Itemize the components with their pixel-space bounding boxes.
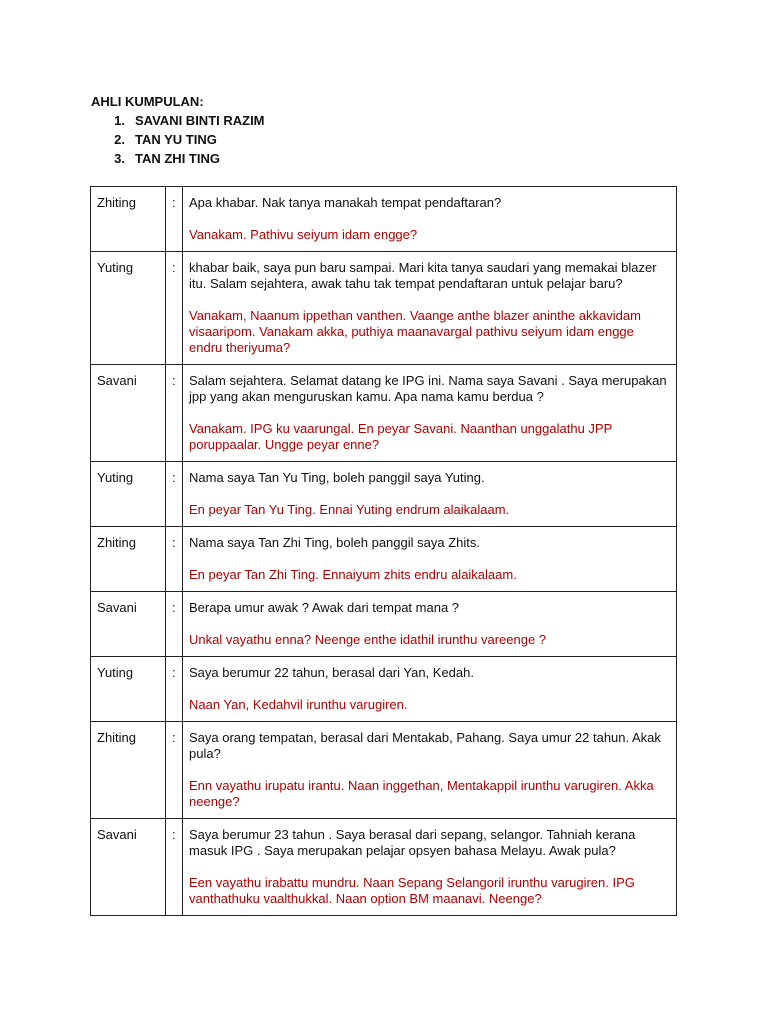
speaker-name: Yuting [91,462,166,527]
dialog-row [91,187,677,252]
tamil-translation: Unkal vayathu enna? Neenge enthe idathil irunthu vareenge ? [189,632,547,647]
member-name: TAN ZHI TING [135,151,220,166]
separator: : [166,252,183,365]
member-number: 3. [114,151,125,166]
tamil-translation: Enn vayathu irupatu irantu. Naan inggethan, Mentakappil irunthu varugiren. Akka neenge? [189,778,654,809]
dialog-lines [183,187,677,252]
dialog-lines [183,462,677,527]
dialog-row [91,657,677,722]
member-list [91,111,265,168]
dialog-row [91,462,677,527]
malay-line: Nama saya Tan Zhi Ting, boleh panggil saya Zhits. [189,535,480,550]
tamil-translation: En peyar Tan Yu Ting. Ennai Yuting endrum alaikalaam. [189,502,510,517]
dialog-lines [183,722,677,819]
speaker-name: Zhiting [91,722,166,819]
tamil-translation: Naan Yan, Kedahvil irunthu varugiren. [189,697,408,712]
member-item [91,111,265,130]
dialog-row [91,252,677,365]
dialog-row [91,527,677,592]
dialog-body [91,187,677,916]
dialog-row [91,819,677,916]
member-number: 2. [114,132,125,147]
tamil-translation: Vanakam, Naanum ippethan vanthen. Vaange anthe blazer aninthe akkavidam visaaripom. Vanakam akka, puthiya maanavargal pathivu seiyum idam engge endru theriyuma? [189,308,641,355]
malay-line: Nama saya Tan Yu Ting, boleh panggil saya Yuting. [189,470,485,485]
malay-line: Saya berumur 22 tahun, berasal dari Yan, Kedah. [189,665,474,680]
speaker-name: Zhiting [91,527,166,592]
member-number: 1. [114,113,125,128]
separator: : [166,462,183,527]
dialog-lines [183,819,677,916]
dialog-lines [183,527,677,592]
separator: : [166,592,183,657]
tamil-translation: Vanakam. IPG ku vaarungal. En peyar Savani. Naanthan unggalathu JPP poruppaalar. Ungge peyar enne? [189,421,613,452]
malay-line: Saya orang tempatan, berasal dari Mentakab, Pahang. Saya umur 22 tahun. Akak pula? [189,730,661,761]
member-name: SAVANI BINTI RAZIM [135,113,265,128]
member-item [91,130,265,149]
speaker-name: Zhiting [91,187,166,252]
speaker-name: Yuting [91,252,166,365]
malay-line: Apa khabar. Nak tanya manakah tempat pendaftaran? [189,195,502,210]
member-item [91,149,265,168]
dialog-lines [183,592,677,657]
separator: : [166,527,183,592]
speaker-name: Savani [91,592,166,657]
tamil-translation: En peyar Tan Zhi Ting. Ennaiyum zhits endru alaikalaam. [189,567,517,582]
speaker-name: Savani [91,365,166,462]
speaker-name: Savani [91,819,166,916]
dialog-lines [183,252,677,365]
separator: : [166,657,183,722]
dialog-row [91,722,677,819]
dialog-lines [183,365,677,462]
malay-line: Salam sejahtera. Selamat datang ke IPG ini. Nama saya Savani . Saya merupakan jpp yang akan menguruskan kamu. Apa nama kamu berdua ? [189,373,667,404]
dialog-row [91,365,677,462]
group-title: AHLI KUMPULAN: [91,94,204,109]
separator: : [166,722,183,819]
group-members-header [91,92,265,168]
malay-line: Saya berumur 23 tahun . Saya berasal dari sepang, selangor. Tahniah kerana masuk IPG . Saya merupakan pelajar opsyen bahasa Melayu. Awak pula? [189,827,636,858]
separator: : [166,187,183,252]
separator: : [166,365,183,462]
dialog-row [91,592,677,657]
malay-line: khabar baik, saya pun baru sampai. Mari kita tanya saudari yang memakai blazer itu. Salam sejahtera, awak tahu tak tempat pendaftaran untuk pelajar baru? [189,260,657,291]
dialog-table [90,186,677,916]
malay-line: Berapa umur awak ? Awak dari tempat mana ? [189,600,460,615]
tamil-translation: Een vayathu irabattu mundru. Naan Sepang Selangoril irunthu varugiren. IPG vanthathuku vaalthukkal. Naan option BM maanavi. Neenge? [189,875,635,906]
separator: : [166,819,183,916]
speaker-name: Yuting [91,657,166,722]
dialog-lines [183,657,677,722]
tamil-translation: Vanakam. Pathivu seiyum idam engge? [189,227,418,242]
member-name: TAN YU TING [135,132,217,147]
